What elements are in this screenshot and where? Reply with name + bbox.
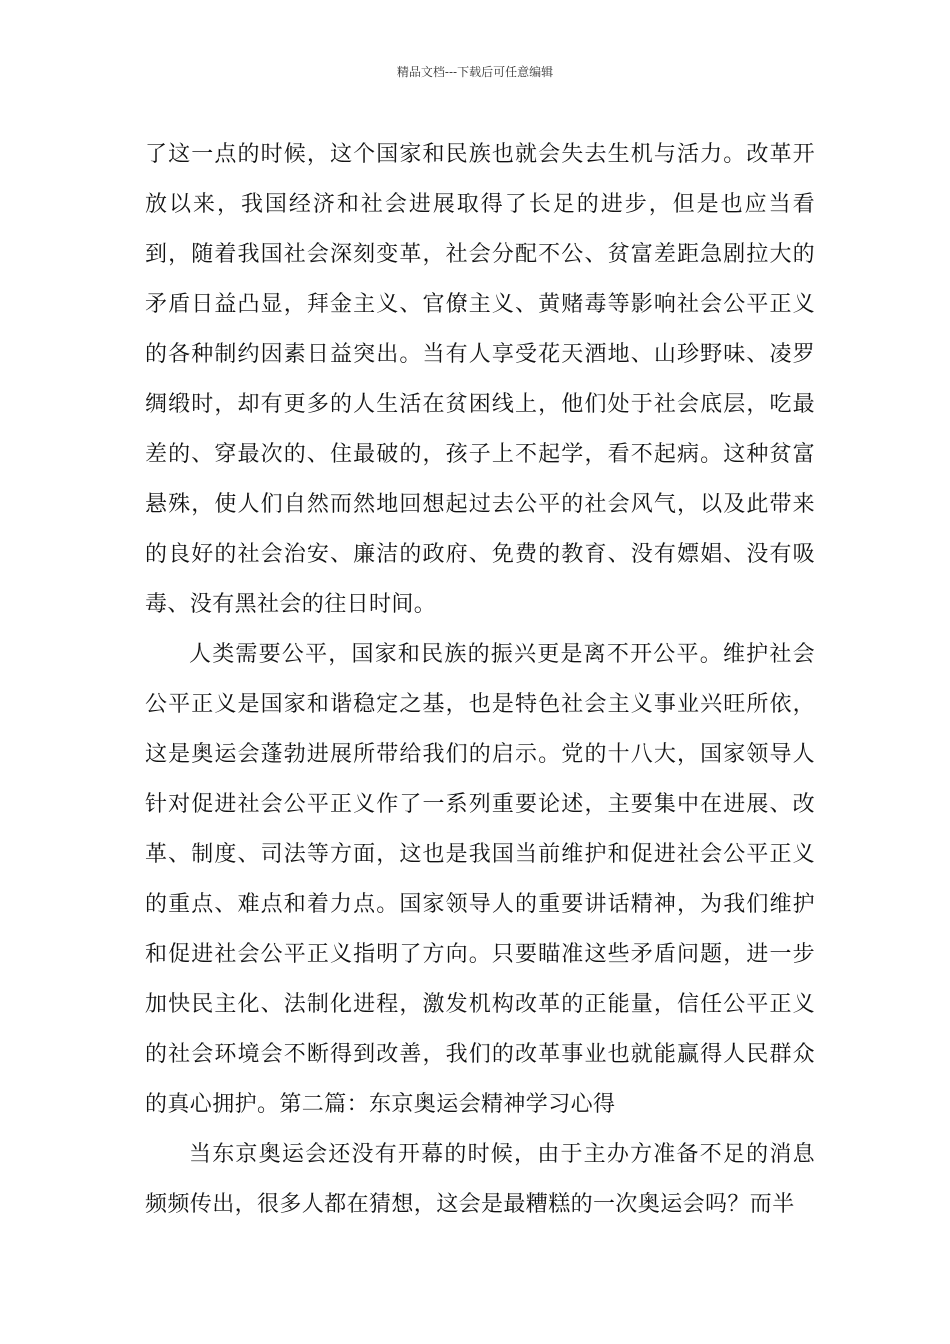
paragraph-3: 当东京奥运会还没有开幕的时候，由于主办方准备不足的消息频频传出，很多人都在猜想，这会是最糟糕的一次奥运会吗？而半	[145, 1142, 815, 1217]
document-body	[145, 130, 815, 1230]
page-header: 精品文档---下载后可任意编辑	[396, 65, 554, 79]
paragraph-2: 人类需要公平，国家和民族的振兴更是离不开公平。维护社会公平正义是国家和谐稳定之基，也是特色社会主义事业兴旺所依，这是奥运会蓬勃进展所带给我们的启示。党的十八大，国家领导人针对促进社会公平正义作了一系列重要论述，主要集中在进展、改革、制度、司法等方面，这也是我国当前维护和促进社会公平正义的重点、难点和着力点。国家领导人的重要讲话精神，为我们维护和促进社会公平正义指明了方向。只要瞄准这些矛盾问题，进一步加快民主化、法制化进程，激发机构改革的正能量，信任公平正义的社会环境会不断得到改善，我们的改革事业也就能赢得人民群众的真心拥护。第二篇：东京奥运会精神学习心得	[145, 642, 815, 1117]
paragraph-1: 了这一点的时候，这个国家和民族也就会失去生机与活力。改革开放以来，我国经济和社会进展取得了长足的进步，但是也应当看到，随着我国社会深刻变革，社会分配不公、贫富差距急剧拉大的矛盾日益凸显，拜金主义、官僚主义、黄赌毒等影响社会公平正义的各种制约因素日益突出。当有人享受花天酒地、山珍野味、凌罗绸缎时，却有更多的人生活在贫困线上，他们处于社会底层，吃最差的、穿最次的、住最破的，孩子上不起学，看不起病。这种贫富悬殊，使人们自然而然地回想起过去公平的社会风气，以及此带来的良好的社会治安、廉洁的政府、免费的教育、没有嫖娼、没有吸毒、没有黑社会的往日时间。	[145, 142, 815, 617]
